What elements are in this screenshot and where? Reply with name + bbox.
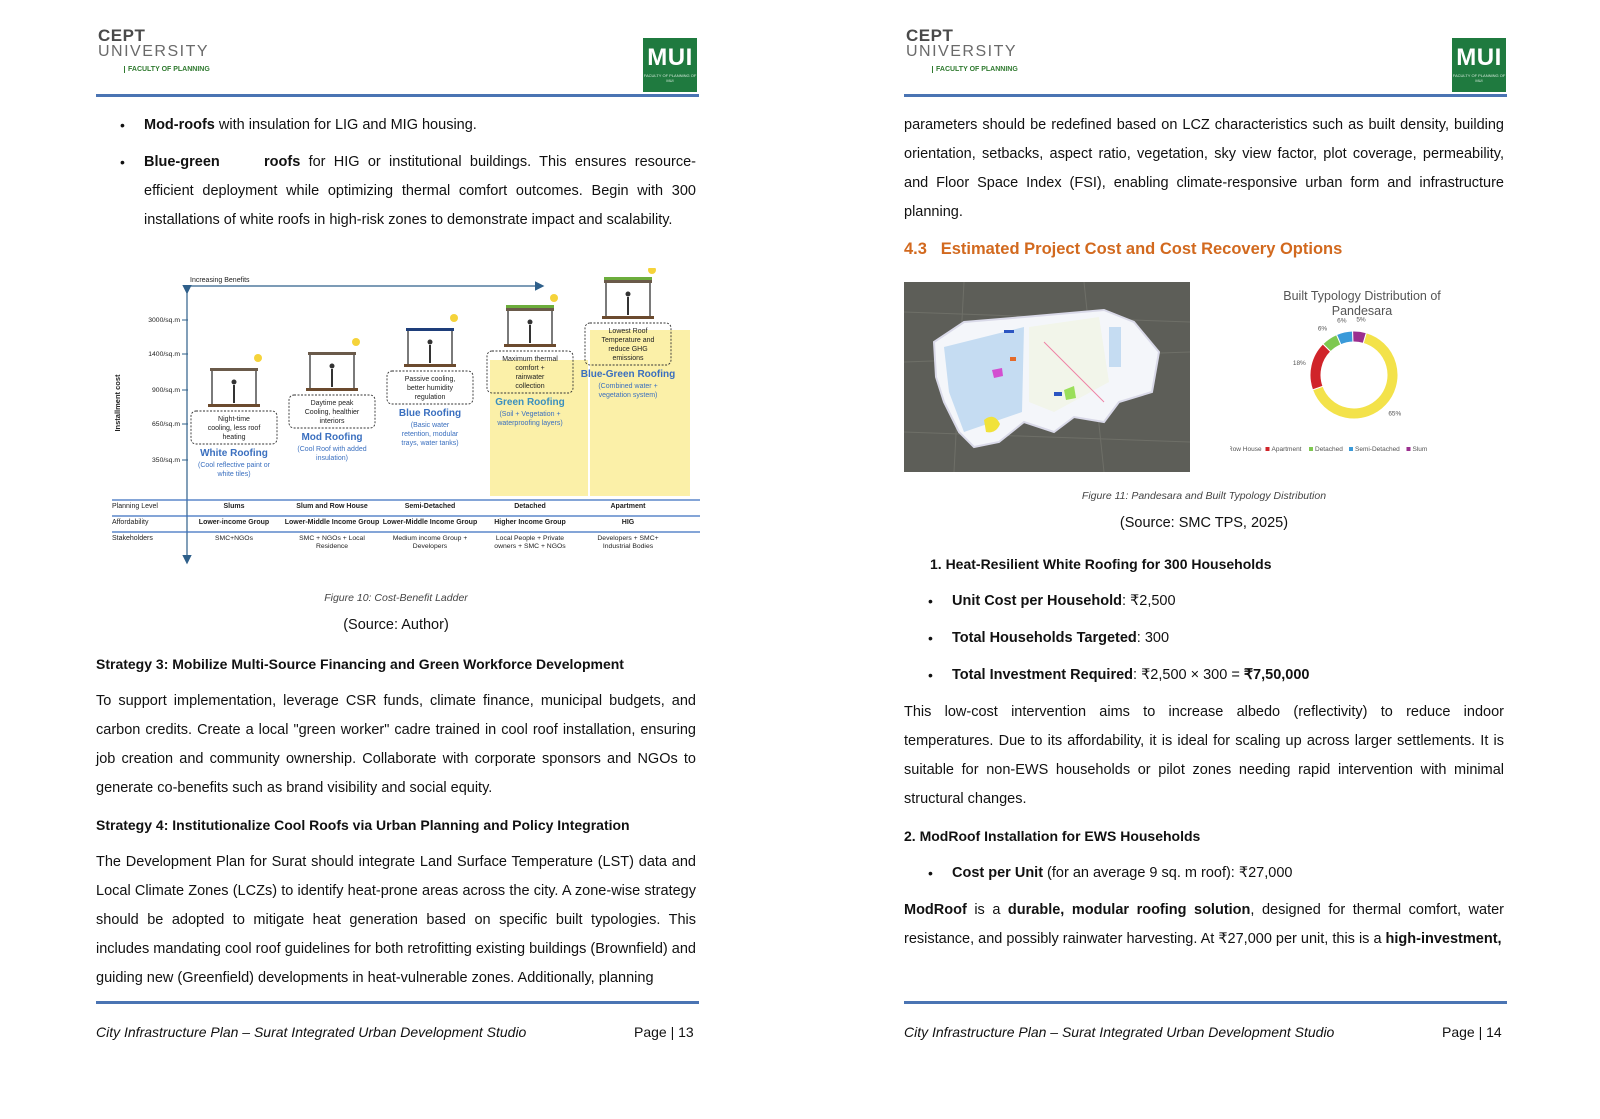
typology-donut-chart xyxy=(1230,285,1495,475)
ladder-step xyxy=(289,338,375,462)
roof-type-desc: (Cool Roof with added xyxy=(297,446,367,453)
bullet-label: Total Investment Required xyxy=(952,667,1134,683)
table-cell: Developers xyxy=(412,543,448,550)
strategy4-paragraph: The Development Plan for Surat should integrate Land Surface Temperature (LST) data and Local Climate Zones (LCZs) to identify heat-prone areas across the city. A zone-wise strategy should be adopted to mitigate heat generation based on specific built typologies. This includes mandating cool roof guidelines for both retrofitting existing buildings (Brownfield) and guiding new (Greenfield) developments in heat-vulnerable zones. Additionally, planning xyxy=(96,854,696,986)
item1-paragraph: This low-cost intervention aims to increase albedo (reflectivity) to reduce indoor temperatures. Due to its affordability, it is ideal for scaling up across larger settlements. It is suitable for non-EWS households or pilot zones needing rapid intervention with minimal structural changes. xyxy=(904,704,1504,807)
figure10-caption: Figure 10: Cost-Benefit Ladder xyxy=(324,592,468,604)
cost-benefit-ladder xyxy=(112,268,700,570)
roof-type-desc: trays, water tanks) xyxy=(401,440,459,447)
bullet-label: Cost per Unit xyxy=(952,865,1044,881)
pandesara-map-image xyxy=(904,282,1190,472)
table-row-label: Planning Level xyxy=(112,503,158,510)
bullet-label: Total Households Targeted xyxy=(952,630,1137,646)
benefit-text: reduce GHG xyxy=(608,346,648,353)
mui-logo-sub: FACULTY OF PLANNING OF MUI xyxy=(643,73,697,83)
footer-rule xyxy=(96,1001,699,1004)
section-number: 4.3 xyxy=(904,240,927,258)
item1-list xyxy=(904,587,1504,690)
roof-type-list xyxy=(96,111,696,235)
benefit-text: interiors xyxy=(319,418,345,425)
benefit-text: collection xyxy=(515,383,545,390)
table-cell: Semi-Detached xyxy=(404,503,456,510)
legend-label: Slum xyxy=(1412,446,1428,453)
table-cell: Local People + Private xyxy=(495,535,565,542)
list-item xyxy=(96,148,696,235)
footer-title: City Infrastructure Plan – Surat Integrated Urban Development Studio xyxy=(96,1024,527,1040)
roof-type-desc: retention, modular xyxy=(401,431,459,438)
sun-icon xyxy=(254,354,262,362)
modroof-bold: ModRoof xyxy=(904,902,967,918)
benefit-text: comfort + xyxy=(515,365,545,372)
benefit-text: better humidity xyxy=(407,385,453,392)
table-cell: Lower-Middle Income Group xyxy=(382,519,478,526)
benefit-text: Lowest Roof xyxy=(608,328,648,335)
roof-type-desc: vegetation system) xyxy=(598,392,658,399)
bullet-value: : ₹2,500 xyxy=(1121,593,1176,609)
donut-value-label: 6% xyxy=(1317,325,1328,333)
sun-icon xyxy=(352,338,360,346)
legend-swatch xyxy=(1407,447,1411,451)
bullet-bold: Mod-roofs xyxy=(144,117,215,133)
ground-slab xyxy=(602,316,654,319)
list-item xyxy=(904,859,1504,888)
table-cell: owners + SMC + NGOs xyxy=(494,543,566,550)
page-14 xyxy=(800,0,1600,1119)
cept-logo xyxy=(98,28,218,88)
benefit-text: rainwater xyxy=(515,374,545,381)
figure11-caption: Figure 11: Pandesara and Built Typology Distribution xyxy=(1081,490,1327,502)
right-upper-content xyxy=(904,111,1504,264)
table-cell: Detached xyxy=(514,503,546,510)
table-cell: Industrial Bodies xyxy=(602,543,654,550)
item2-heading: 2. ModRoof Installation for EWS Households xyxy=(904,828,1201,844)
y-ticks xyxy=(148,317,188,464)
roof-type-desc: (Cool reflective paint or xyxy=(198,462,270,469)
table-cell: Apartment xyxy=(610,503,646,510)
mui-logo xyxy=(643,38,697,92)
roof-type-name: Mod Roofing xyxy=(301,432,363,443)
sun-icon xyxy=(550,294,558,302)
bullet-text: for HIG or institutional buildings. This ensures resource-efficient deployment while optimizing thermal comfort outcomes. Begin with 300 installations of white roofs in high-risk zones to demonstrate impact and scalability. xyxy=(144,154,696,228)
benefit-text: cooling, less roof xyxy=(207,425,261,432)
benefit-text: emissions xyxy=(612,355,644,362)
cept-logo-line2: UNIVERSITY xyxy=(906,43,1018,60)
table-cell: Lower-Middle Income Group xyxy=(284,519,380,526)
legend-swatch xyxy=(1266,447,1270,451)
table-cell: Lower-income Group xyxy=(198,519,270,526)
roof-slab xyxy=(308,352,356,355)
vegetation-layer xyxy=(506,305,554,308)
roof-type-desc: white tiles) xyxy=(217,471,251,478)
bullet-total: ₹7,50,000 xyxy=(1243,667,1310,683)
header-rule xyxy=(96,94,699,97)
person-icon xyxy=(232,380,237,385)
bullet-value: : ₹2,500 × 300 = xyxy=(1133,667,1244,683)
legend-label: Apartment xyxy=(1271,446,1302,453)
roof-type-name: Blue Roofing xyxy=(398,408,462,419)
roof-type-name: White Roofing xyxy=(200,448,268,459)
roof-type-desc: (Basic water xyxy=(410,422,450,429)
arrow-label: Increasing Benefits xyxy=(190,277,250,284)
text-span: is a xyxy=(966,902,1008,918)
table-cell: Developers + SMC+ xyxy=(597,535,659,542)
benefit-text: heating xyxy=(222,434,246,441)
y-tick-label: 3000/sq.m xyxy=(148,317,180,324)
item1-heading: 1. Heat-Resilient White Roofing for 300 Households xyxy=(930,556,1272,572)
benefit-text: Temperature and xyxy=(601,337,655,344)
y-axis-label: Installment cost xyxy=(113,374,122,432)
bullet-label: Unit Cost per Household xyxy=(952,593,1122,609)
ground-slab xyxy=(404,364,456,367)
donut-value-label: 5% xyxy=(1356,316,1366,324)
legend-swatch xyxy=(1349,447,1353,451)
table-cell: HIG xyxy=(621,519,635,526)
table-cell: Residence xyxy=(315,543,349,550)
ladder-step xyxy=(191,354,277,478)
table-cell: Higher Income Group xyxy=(494,519,566,526)
header-rule xyxy=(904,94,1507,97)
table-cell: SMC+NGOs xyxy=(215,535,253,542)
sun-icon xyxy=(648,268,656,274)
list-item xyxy=(904,624,1504,653)
item2-paragraph xyxy=(904,896,1504,954)
bullet-bold: Blue-green roofs xyxy=(144,154,301,170)
donut-legend xyxy=(1230,446,1427,453)
footer-title: City Infrastructure Plan – Surat Integrated Urban Development Studio xyxy=(904,1024,1335,1040)
legend-swatch xyxy=(1309,447,1313,451)
text-span: , designed for thermal comfort, water resistance, and possibly rainwater harvesting. At ₹27,000 per unit, this is a xyxy=(904,902,1504,947)
page-number: Page | 14 xyxy=(1442,1024,1502,1040)
benefit-text: Maximum thermal xyxy=(502,356,558,363)
benefit-text: Passive cooling, xyxy=(404,376,456,383)
bullet-text: with insulation for LIG and MIG housing. xyxy=(214,117,477,133)
person-icon xyxy=(428,340,433,345)
strategy3-heading: Strategy 3: Mobilize Multi-Source Financing and Green Workforce Development xyxy=(96,656,624,672)
y-tick-label: 650/sq.m xyxy=(152,421,180,428)
right-lower-content xyxy=(904,550,1504,954)
roof-slab xyxy=(604,280,652,283)
roof-type-name: Blue-Green Roofing xyxy=(580,369,676,380)
cept-logo-faculty: FACULTY OF PLANNING xyxy=(932,66,1018,73)
roof-slab xyxy=(506,308,554,311)
y-tick-label: 1400/sq.m xyxy=(148,351,180,358)
benefit-text: Night-time xyxy=(218,416,250,423)
donut-value-label: 65% xyxy=(1388,410,1402,418)
table-cell: SMC + NGOs + Local xyxy=(299,535,365,542)
table-cell: Slum and Row House xyxy=(296,503,368,510)
bullet-value: (for an average 9 sq. m roof): ₹27,000 xyxy=(1043,865,1293,881)
mui-logo xyxy=(1452,38,1506,92)
vegetation-layer xyxy=(604,277,652,280)
roof-type-desc: (Soil + Vegetation + xyxy=(499,411,561,418)
section-title: Estimated Project Cost and Cost Recovery Options xyxy=(940,240,1343,258)
section-4-3-heading xyxy=(904,235,1504,264)
donut-slices xyxy=(1310,331,1398,419)
mui-logo-text: MUI xyxy=(1456,44,1502,71)
bullet-value: : 300 xyxy=(1136,630,1170,646)
mui-logo-sub: FACULTY OF PLANNING OF MUI xyxy=(1452,73,1506,83)
benefit-text: Daytime peak xyxy=(310,400,354,407)
person-icon xyxy=(626,292,631,297)
benefit-text: regulation xyxy=(414,394,446,401)
cept-logo-line1: CEPT xyxy=(906,26,954,45)
investment-bold: high-investment, xyxy=(1385,931,1502,947)
table-cell: Medium income Group + xyxy=(392,535,468,542)
benefit-text: Cooling, healthier xyxy=(304,409,360,416)
list-item xyxy=(904,587,1504,616)
figure11-source: (Source: SMC TPS, 2025) xyxy=(1119,515,1289,531)
roof-type-name: Green Roofing xyxy=(495,397,565,408)
roof-slab xyxy=(406,328,454,331)
cept-logo-faculty: FACULTY OF PLANNING xyxy=(124,66,210,73)
cept-logo-line1: CEPT xyxy=(98,26,146,45)
item2-list xyxy=(904,859,1504,888)
page-number: Page | 13 xyxy=(634,1024,694,1040)
table-cell: Slums xyxy=(223,503,245,510)
roof-slab xyxy=(210,368,258,371)
person-icon xyxy=(528,320,533,325)
table-row-label: Stakeholders xyxy=(112,535,153,542)
legend-label: Semi-Detached xyxy=(1355,446,1400,453)
left-lower-content xyxy=(96,650,696,993)
strategy3-paragraph: To support implementation, leverage CSR funds, climate finance, municipal budgets, and carbon credits. Create a local "green worker" cadre trained in cool roof installation, ensuring job creation and community ownership. Collaborate with corporate sponsors and NGOs to generate co-benefits such as brand visibility and social equity. xyxy=(96,693,696,796)
donut-slice xyxy=(1310,344,1331,390)
chart-title-line2: Pandesara xyxy=(1331,304,1393,318)
roof-type-desc: insulation) xyxy=(316,455,348,462)
table-row-label: Affordability xyxy=(112,519,149,526)
roof-type-desc: waterproofing layers) xyxy=(497,420,563,427)
ground-slab xyxy=(504,344,556,347)
cept-logo xyxy=(906,28,1026,88)
list-item xyxy=(904,661,1504,690)
donut-value-label: 6% xyxy=(1337,317,1347,325)
sun-icon xyxy=(450,314,458,322)
ground-slab xyxy=(208,404,260,407)
mui-logo-text: MUI xyxy=(647,44,693,71)
legend-label: Detached xyxy=(1315,446,1343,453)
figure10-source: (Source: Author) xyxy=(343,617,449,633)
ladder-table xyxy=(112,500,700,550)
solution-bold: durable, modular roofing solution xyxy=(1007,902,1251,918)
y-tick-label: 350/sq.m xyxy=(152,457,180,464)
legend-label: Row House xyxy=(1230,446,1262,453)
list-item xyxy=(96,111,696,140)
person-icon xyxy=(330,364,335,369)
cept-logo-line2: UNIVERSITY xyxy=(98,43,210,60)
donut-slice xyxy=(1353,331,1367,343)
intro-paragraph: parameters should be redefined based on LCZ characteristics such as built density, building orientation, setbacks, aspect ratio, vegetation, sky view factor, plot coverage, permeability, and Floor Space Index (FSI), enabling climate-responsive urban form and infrastructure planning. xyxy=(904,117,1504,220)
ground-slab xyxy=(306,388,358,391)
strategy4-heading: Strategy 4: Institutionalize Cool Roofs via Urban Planning and Policy Integration xyxy=(96,817,630,833)
y-tick-label: 900/sq.m xyxy=(152,387,180,394)
chart-title-line1: Built Typology Distribution of xyxy=(1283,289,1441,303)
roof-type-desc: (Combined water + xyxy=(598,383,658,390)
left-upper-content xyxy=(96,111,696,235)
ladder-step xyxy=(387,314,473,447)
donut-value-label: 18% xyxy=(1292,359,1306,367)
footer-rule xyxy=(904,1001,1507,1004)
